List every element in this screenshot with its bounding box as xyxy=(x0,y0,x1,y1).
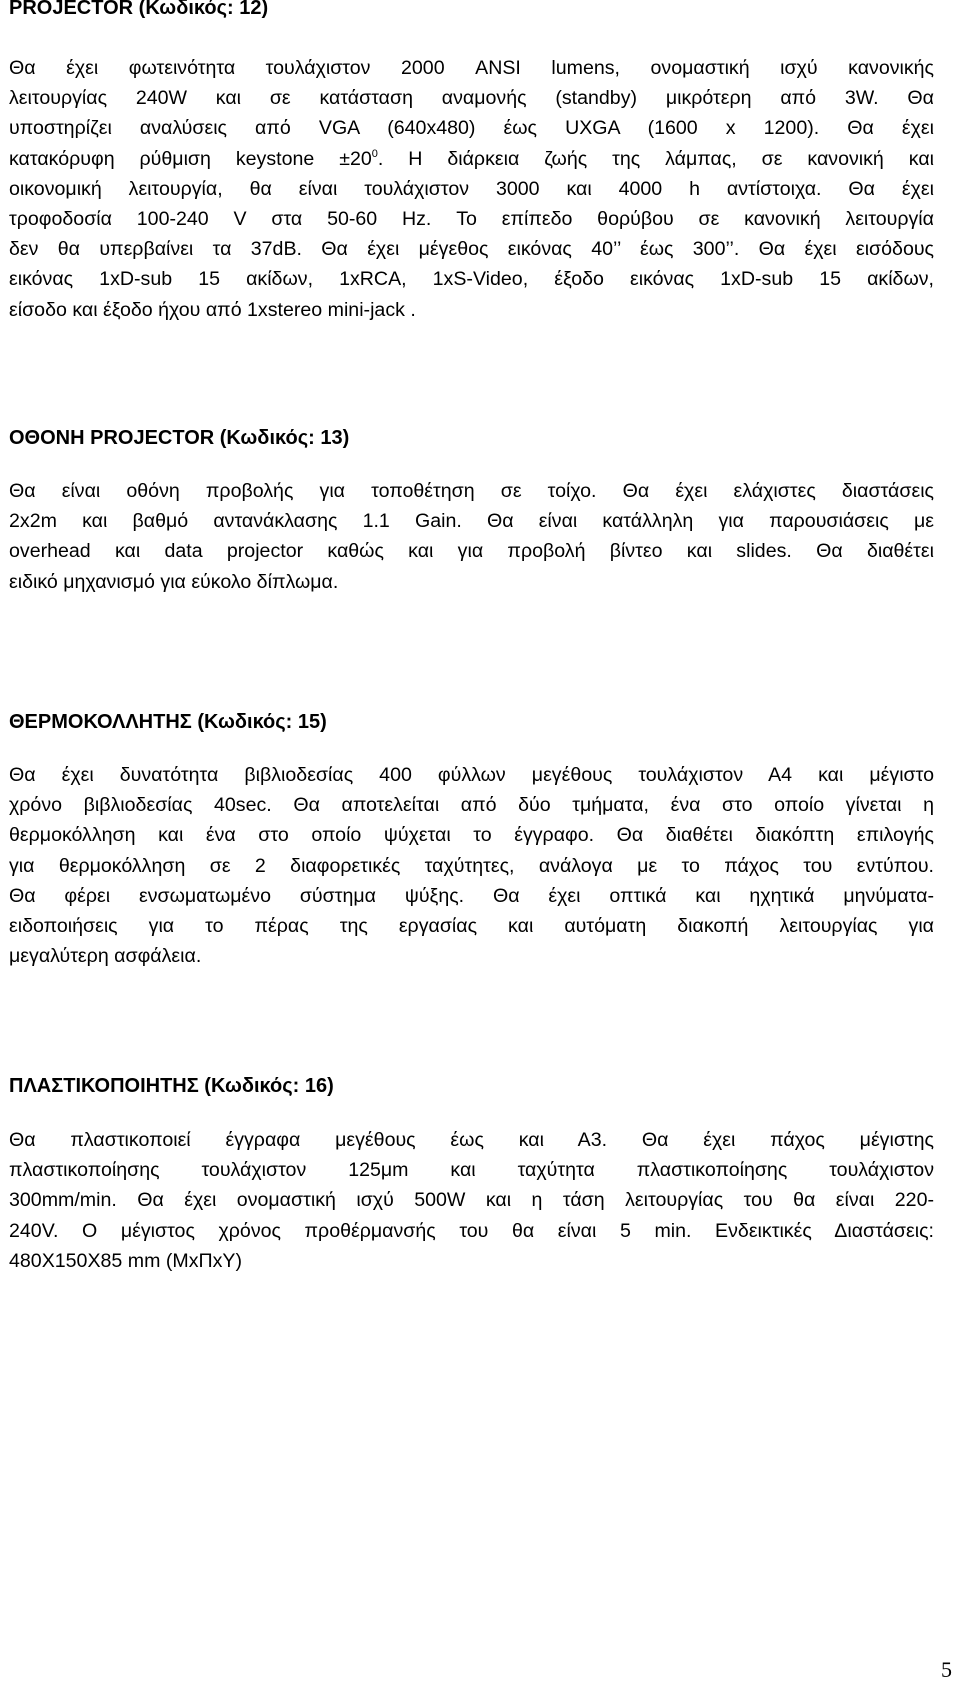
paragraph-line: για θερμοκόλληση σε 2 διαφορετικές ταχύτητες, ανάλογα με το πάχος του εντύπου. xyxy=(9,854,934,877)
paragraph-line: 2x2m και βαθμό αντανάκλασης 1.1 Gain. Θα είναι κατάλληλη για παρουσιάσεις με xyxy=(9,510,934,533)
paragraph-line: δεν θα υπερβαίνει τα 37dB. Θα έχει μέγεθος εικόνας 40’’ έως 300’’. Θα έχει εισόδους xyxy=(9,238,934,261)
paragraph-line: overhead και data projector καθώς και για προβολή βίντεο και slides. Θα διαθέτει xyxy=(9,540,934,563)
paragraph-line: Θα πλαστικοποιεί έγγραφα μεγέθους έως και Α3. Θα έχει πάχος μέγιστης xyxy=(9,1129,934,1151)
paragraph-line: χρόνο βιβλιοδεσίας 40sec. Θα αποτελείται από δύο τμήματα, ένα στο οποίο γίνεται η xyxy=(9,794,934,817)
paragraph-line xyxy=(9,144,934,174)
paragraph-line: υποστηρίζει αναλύσεις από VGA (640x480) έως UXGA (1600 x 1200). Θα έχει xyxy=(9,117,934,140)
section-heading: ΠΛΑΣΤΙΚΟΠΟΙΗΤΗΣ (Κωδικός: 16) xyxy=(9,1075,334,1097)
paragraph-line: ειδοποιήσεις για το πέρας της εργασίας και αυτόματη διακοπή λειτουργίας για xyxy=(9,915,934,938)
paragraph-line: 240V. Ο μέγιστος χρόνος προθέρμανσής του θα είναι 5 min. Ενδεικτικές Διαστάσεις: xyxy=(9,1219,934,1242)
paragraph-line: 300mm/min. Θα έχει ονομαστική ισχύ 500W και η τάση λειτουργίας του θα είναι 220- xyxy=(9,1189,934,1212)
section-heading: ΟΘΟΝΗ PROJECTOR (Κωδικός: 13) xyxy=(9,427,350,449)
line-segment: . Η διάρκεια ζωής της λάμπας, σε κανονική και xyxy=(377,147,934,170)
paragraph-line: Θα έχει δυνατότητα βιβλιοδεσίας 400 φύλλων μεγέθους τουλάχιστον Α4 και μέγιστο xyxy=(9,764,934,786)
paragraph-line: μεγαλύτερη ασφάλεια. xyxy=(9,945,202,968)
section-laminator xyxy=(9,1074,934,1276)
paragraph-line: 480X150X85 mm (ΜxΠxΥ) xyxy=(9,1249,243,1272)
paragraph-line: λειτουργίας 240W και σε κατάσταση αναμονής (standby) μικρότερη από 3W. Θα xyxy=(9,87,934,110)
section-paragraph xyxy=(9,476,934,597)
paragraph-line: Θα φέρει ενσωματωμένο σύστημα ψύξης. Θα έχει οπτικά και ηχητικά μηνύματα- xyxy=(9,884,934,907)
section-paragraph xyxy=(9,1125,934,1276)
section-projector-screen xyxy=(9,426,934,597)
paragraph-line: Θα είναι οθόνη προβολής για τοποθέτηση σε τοίχο. Θα έχει ελάχιστες διαστάσεις xyxy=(9,480,934,502)
paragraph-line: ειδικό μηχανισμό για εύκολο δίπλωμα. xyxy=(9,570,339,593)
section-heading: ΘΕΡΜΟΚΟΛΛΗΤΗΣ (Κωδικός: 15) xyxy=(9,711,327,733)
paragraph-line: θερμοκόλληση και ένα στο οποίο ψύχεται το έγγραφο. Θα διαθέτει διακόπτη επιλογής xyxy=(9,824,934,847)
paragraph-line: οικονομική λειτουργία, θα είναι τουλάχιστον 3000 και 4000 h αντίστοιχα. Θα έχει xyxy=(9,177,934,200)
paragraph-line: Θα έχει φωτεινότητα τουλάχιστον 2000 ANSI lumens, ονομαστική ισχύ κανονικής xyxy=(9,57,934,79)
superscript-degree: 0 xyxy=(371,147,378,160)
section-paragraph xyxy=(9,760,934,971)
section-heading: PROJECTOR (Κωδικός: 12) xyxy=(9,0,269,19)
section-thermal-binder xyxy=(9,710,934,971)
paragraph-line: είσοδο και έξοδο ήχου από 1xstereo mini-jack . xyxy=(9,298,416,321)
section-projector xyxy=(9,0,934,325)
paragraph-line: εικόνας 1xD-sub 15 ακίδων, 1xRCA, 1xS-Video, έξοδο εικόνας 1xD-sub 15 ακίδων, xyxy=(9,268,934,291)
line-segment: κατακόρυφη ρύθμιση keystone ±20 xyxy=(9,147,372,170)
section-paragraph xyxy=(9,53,934,325)
page-number: 5 xyxy=(941,1657,952,1682)
paragraph-line: πλαστικοποίησης τουλάχιστον 125μm και ταχύτητα πλαστικοποίησης τουλάχιστον xyxy=(9,1159,934,1182)
paragraph-line: τροφοδοσία 100-240 V στα 50-60 Hz. Το επίπεδο θορύβου σε κανονική λειτουργία xyxy=(9,208,934,231)
